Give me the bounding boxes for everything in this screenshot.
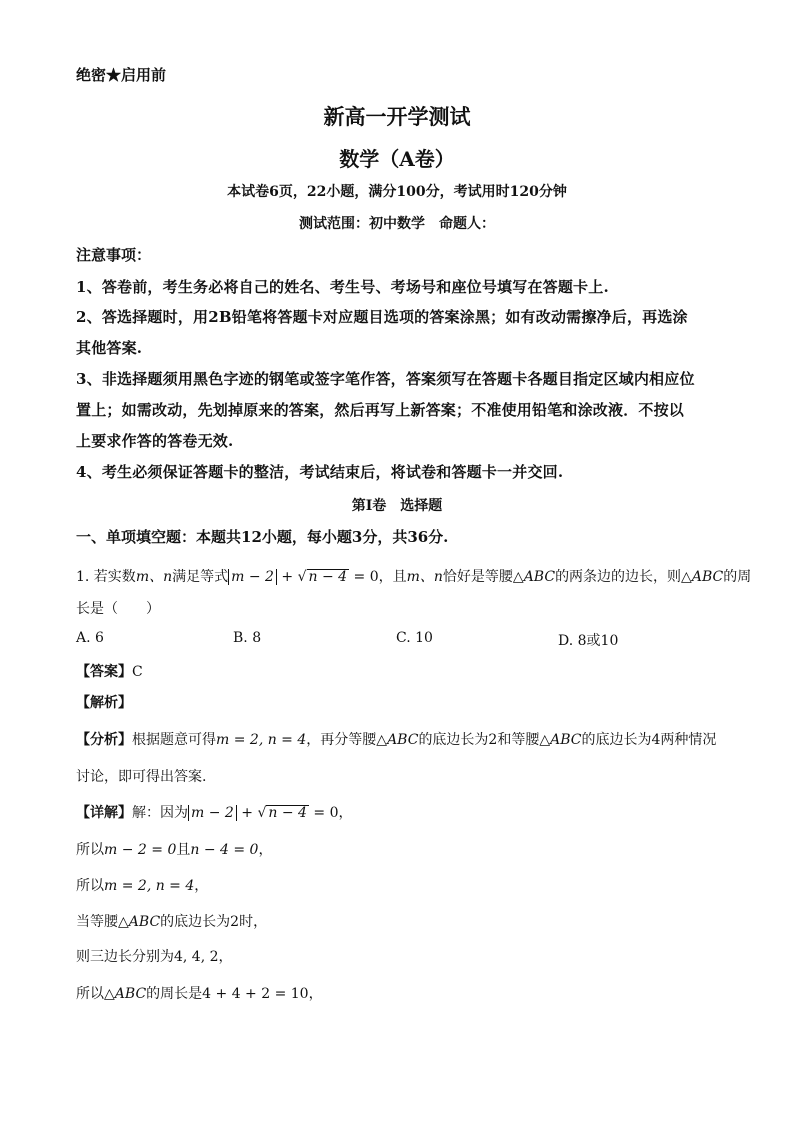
notice-item-3b: 置上；如需改动，先划掉原来的答案，然后再写上新答案；不准使用铅笔和涂改液．不按以 — [76, 401, 685, 419]
detail-equation: m − 2 + √ n − 4 = 0 — [188, 805, 339, 821]
equation: m − 2 + √ n − 4 = 0 — [228, 569, 379, 585]
notice-item-3a: 3、非选择题须用黑色字迹的钢笔或签字笔作答，答案须写在答题卡各题目指定区域内相应位 — [76, 370, 695, 388]
fenxi-line2: 讨论，即可得出答案. — [76, 769, 207, 785]
part-heading: 一、单项填空题：本题共12小题，每小题3分，共36分. — [76, 528, 449, 546]
notice-item-2a: 2、答选择题时，用2B铅笔将答题卡对应题目选项的答案涂黑；如有改动需擦净后，再选涂 — [76, 308, 688, 326]
option-c: C. 10 — [396, 630, 433, 646]
question-stem-line2: 长是（ ） — [76, 601, 160, 617]
option-b: B. 8 — [233, 630, 262, 646]
detail-line2: 所以m − 2 = 0且n − 4 = 0， — [76, 842, 273, 858]
detail-line5: 则三边长分别为4, 4, 2， — [76, 949, 233, 965]
question-stem-line1: 1. 若实数m、n满足等式 m − 2 + √ n − 4 = 0，且m、n恰好是等腰△ABC的两条边的边长，则△ABC的周 — [76, 569, 752, 585]
notice-item-1: 1、答卷前，考生务必将自己的姓名、考生号、考场号和座位号填写在答题卡上. — [76, 278, 609, 296]
answer-tag: 【答案】 — [76, 664, 132, 680]
notice-heading: 注意事项： — [76, 246, 152, 264]
option-a: A. 6 — [76, 630, 104, 646]
exam-scope: 测试范围：初中数学 命题人： — [299, 216, 495, 232]
detail-line3: 所以m = 2, n = 4， — [76, 878, 209, 894]
detail-line4: 当等腰△ABC的底边长为2时， — [76, 914, 268, 930]
answer-value: C — [132, 664, 143, 680]
notice-item-4: 4、考生必须保证答题卡的整洁，考试结束后，将试卷和答题卡一并交回. — [76, 463, 564, 481]
analysis-tag: 【解析】 — [76, 695, 132, 711]
exam-info: 本试卷6页，22小题，满分100分，考试用时120分钟 — [227, 184, 567, 200]
notice-item-3c: 上要求作答的答卷无效. — [76, 432, 234, 450]
detail-line6: 所以△ABC的周长是4 + 4 + 2 = 10， — [76, 986, 323, 1002]
exam-title: 新高一开学测试 — [323, 104, 471, 129]
option-d: D. 8或10 — [558, 633, 619, 649]
fenxi-line1: 【分析】根据题意可得m = 2, n = 4，再分等腰△ABC的底边长为2和等腰△ABC的底边长为4两种情况 — [76, 732, 717, 748]
exam-subtitle: 数学（A卷） — [339, 147, 455, 171]
answer-line — [76, 661, 143, 681]
secret-label: 绝密★启用前 — [76, 66, 167, 84]
notice-item-2b: 其他答案. — [76, 339, 143, 357]
section-title: 第Ⅰ卷 选择题 — [351, 498, 443, 514]
detail-line1: 【详解】解：因为 m − 2 + √ n − 4 = 0， — [76, 805, 353, 821]
